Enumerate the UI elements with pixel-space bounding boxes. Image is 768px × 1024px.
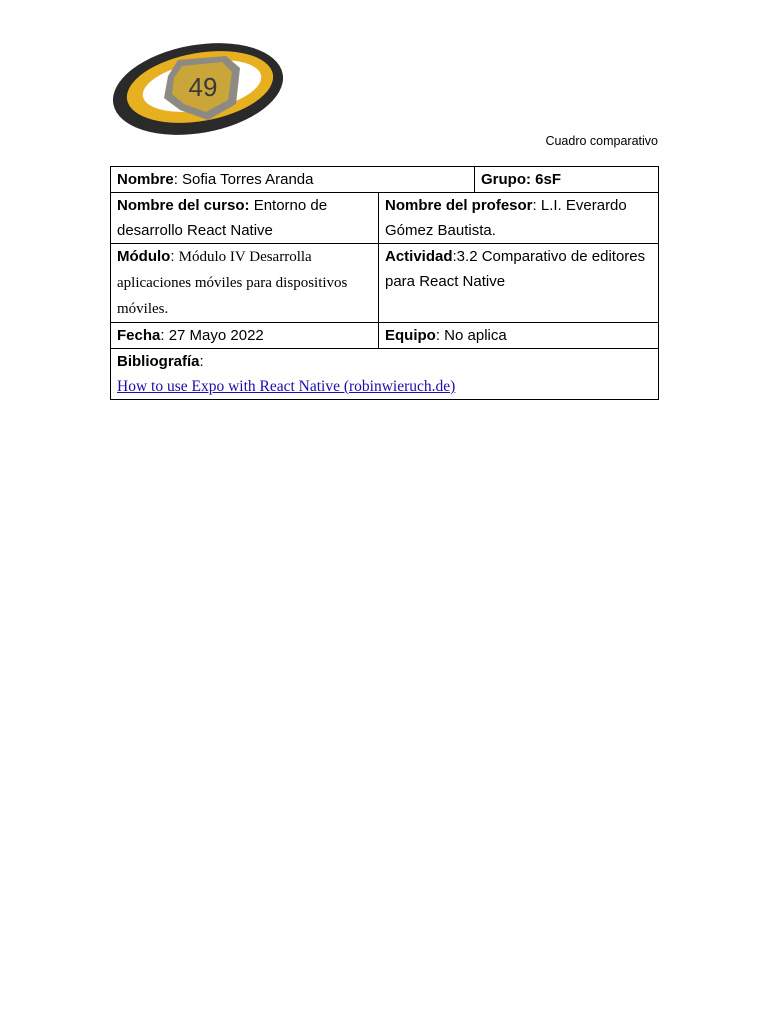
info-table: [110, 166, 659, 400]
actividad-value: :3.2 Comparativo de editores para React Native: [385, 248, 646, 290]
cell-fecha: [111, 323, 379, 349]
row-nombre: [111, 167, 659, 193]
modulo-label: Módulo: [117, 248, 171, 265]
curso-value: Entorno de desarrollo React Native: [117, 197, 328, 239]
cell-nombre: [111, 167, 475, 193]
cell-actividad: [379, 244, 659, 323]
modulo-value: Módulo IV Desarrolla aplicaciones móviles para dispositivos móviles.: [117, 249, 348, 317]
fecha-label: Fecha: [117, 327, 161, 344]
row-bibliografia: [111, 349, 659, 400]
logo-number: 49: [188, 72, 218, 102]
equipo-label: Equipo: [385, 327, 436, 344]
nombre-label: Nombre: [117, 171, 174, 188]
profesor-label: Nombre del profesor: [385, 197, 533, 214]
curso-label: Nombre del curso:: [117, 197, 250, 214]
cell-bibliografia: [111, 349, 659, 400]
cell-curso: [111, 193, 379, 244]
grupo-label: Grupo:: [481, 171, 531, 188]
nombre-value: : Sofia Torres Aranda: [173, 171, 314, 188]
bibliography-link[interactable]: How to use Expo with React Native (robinwieruch.de): [117, 378, 456, 395]
document-header-title: Cuadro comparativo: [545, 134, 658, 148]
cell-profesor: [379, 193, 659, 244]
school-logo: [108, 40, 288, 138]
profesor-value: : L.I. Everardo Gómez Bautista.: [385, 197, 627, 239]
fecha-value: : 27 Mayo 2022: [160, 327, 264, 344]
row-curso-profesor: [111, 193, 659, 244]
row-modulo-actividad: [111, 244, 659, 323]
cell-equipo: [379, 323, 659, 349]
modulo-prefix: :: [170, 248, 179, 265]
bibliografia-suffix: :: [199, 353, 204, 370]
grupo-value: 6sF: [531, 171, 562, 188]
equipo-value: : No aplica: [435, 327, 507, 344]
cell-grupo: [475, 167, 659, 193]
actividad-label: Actividad: [385, 248, 453, 265]
cell-modulo: [111, 244, 379, 323]
bibliografia-label: Bibliografía: [117, 353, 200, 370]
row-fecha-equipo: [111, 323, 659, 349]
